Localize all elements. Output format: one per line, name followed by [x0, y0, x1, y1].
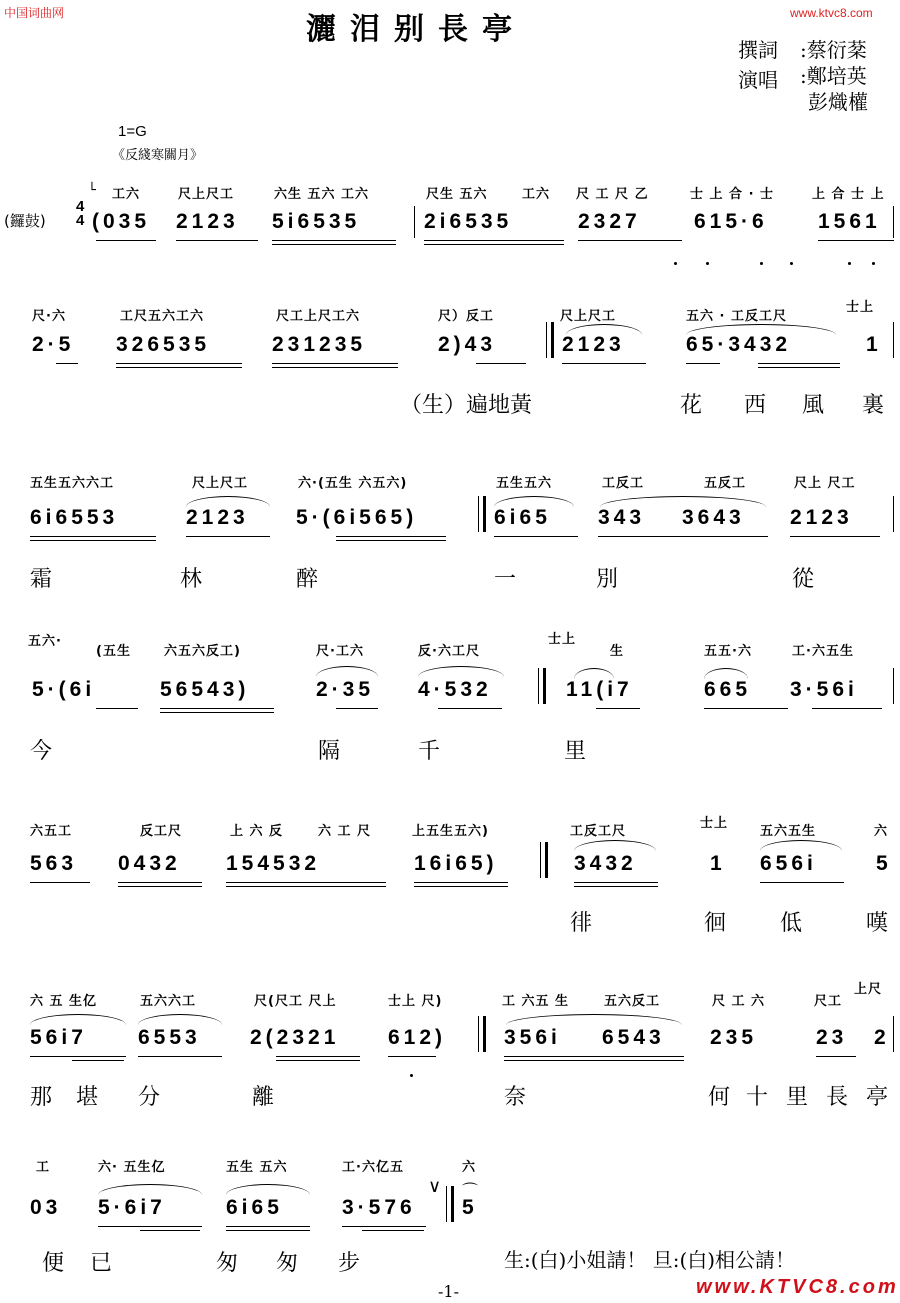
notation-group: 2123: [562, 333, 625, 356]
notation-group: 231235: [272, 333, 367, 356]
double-barline: [446, 1186, 454, 1222]
slur: [574, 840, 656, 851]
notation-group: 2: [874, 1026, 890, 1049]
gongche: 六: [462, 1160, 477, 1175]
page-title: 灑泪别長亭: [306, 12, 526, 47]
lyric: 那: [30, 1085, 53, 1110]
lyric: 嘆: [866, 911, 889, 936]
octave-dot: [790, 262, 793, 265]
gongche: 生: [610, 644, 625, 659]
notation-group: 4·532: [418, 678, 492, 701]
gongche: 五六·: [28, 634, 62, 649]
underline: [160, 712, 274, 713]
lyric: 堪: [76, 1085, 99, 1110]
lyric: 霜: [30, 567, 53, 592]
gongche: └: [88, 183, 97, 198]
notation-group: 2(2321: [250, 1026, 340, 1049]
notation-group: 23: [816, 1026, 848, 1049]
underline: [574, 886, 658, 887]
underline: [494, 536, 578, 537]
gongche: 工·六亿五: [342, 1160, 404, 1175]
gongche: 五六六工: [140, 994, 197, 1009]
octave-dot: [706, 262, 709, 265]
notation-group: 326535: [116, 333, 211, 356]
underline: [414, 882, 508, 883]
underline: [424, 244, 564, 245]
gongche: 工 六五 生: [502, 994, 570, 1009]
gongche: 士上: [700, 816, 729, 831]
gongche: 五反工: [704, 476, 747, 491]
notation-group: 1: [710, 852, 726, 875]
gongche: 六· 五生亿: [98, 1160, 166, 1175]
key-signature: 1=G: [118, 123, 147, 140]
underline: [760, 882, 844, 883]
gongche: 士上 尺): [388, 994, 443, 1009]
notation-group: 3432: [574, 852, 637, 875]
underline: [476, 363, 526, 364]
underline: [686, 363, 720, 364]
breath-mark-icon: ∨: [428, 1176, 442, 1197]
barline: [893, 668, 894, 704]
notation-group: 0432: [118, 852, 181, 875]
page-number: -1-: [438, 1282, 459, 1301]
underline: [56, 363, 78, 364]
lyric: 醉: [296, 567, 319, 592]
tune-name: 《反綫寒關月》: [112, 148, 204, 163]
lyric: 別: [596, 567, 619, 592]
gongche: 反·六工尺: [418, 644, 480, 659]
notation-group: 356i: [504, 1026, 561, 1049]
notation-group: 3·576: [342, 1196, 416, 1219]
notation-group: 2·5: [32, 333, 75, 356]
gongche: 六五六反工): [164, 644, 241, 659]
lyric: 已: [90, 1251, 113, 1276]
footer-watermark[interactable]: www.KTVC8.com: [696, 1276, 899, 1298]
gongche: 工六: [522, 187, 551, 202]
singer-1: :鄭培英: [800, 64, 867, 88]
underline: [186, 536, 270, 537]
notation-group: 2)43: [438, 333, 497, 356]
gongche: (五生: [96, 644, 131, 659]
slur: [418, 666, 504, 677]
octave-dot: [760, 262, 763, 265]
lyric: 徊: [704, 911, 727, 936]
gongche: 五六反工: [604, 994, 661, 1009]
gongche: 尺上尺工: [178, 187, 235, 202]
gongche: 六生 五六 工六: [274, 187, 370, 202]
underline: [362, 1230, 424, 1231]
notation-group: 56i7: [30, 1026, 87, 1049]
underline: [116, 367, 242, 368]
underline: [176, 240, 258, 241]
fermata-icon: ⌒: [462, 1181, 479, 1200]
site-url-right[interactable]: www.ktvc8.com: [790, 6, 873, 20]
underline: [336, 540, 446, 541]
double-barline: [546, 322, 554, 358]
lyric: 長: [826, 1085, 849, 1110]
underline: [438, 708, 502, 709]
slur: [98, 1184, 202, 1195]
underline: [272, 240, 396, 241]
notation-group: 1: [866, 333, 882, 356]
notation-group: 2i6535: [424, 210, 513, 233]
lyric: 步: [338, 1251, 361, 1276]
underline: [98, 1226, 202, 1227]
slur: [574, 668, 614, 679]
gongche: 尺）反工: [438, 309, 495, 324]
slur: [506, 1014, 682, 1025]
notation-group: 3·56i: [790, 678, 858, 701]
notation-group: 615·6: [694, 210, 768, 233]
gongche: 五六五生: [760, 824, 817, 839]
lyric: 便: [42, 1251, 65, 1276]
notation-group: 5·(6i: [32, 678, 96, 701]
underline: [562, 363, 646, 364]
lyricist: :蔡衍棻: [800, 38, 867, 62]
notation-group: 65·3432: [686, 333, 792, 356]
slur: [566, 324, 642, 335]
gongche: 尺上尺工: [192, 476, 249, 491]
time-numerator: 4: [76, 198, 85, 215]
slur: [226, 1184, 310, 1195]
notation-group: 6i65: [494, 506, 551, 529]
lyric: 匆: [276, 1251, 299, 1276]
percussion-label: (鑼鼓): [4, 212, 46, 230]
gongche: 五五·六: [704, 644, 752, 659]
underline: [226, 886, 386, 887]
underline: [30, 1056, 126, 1057]
underline: [388, 1056, 436, 1057]
underline: [758, 367, 840, 368]
notation-group: 16i65): [414, 852, 498, 875]
gongche: 工六: [112, 187, 141, 202]
time-signature: [76, 200, 84, 228]
gongche: 五六 · 工反工尺: [686, 309, 787, 324]
underline: [704, 708, 788, 709]
gongche: 上尺: [854, 982, 883, 997]
notation-group: 5: [462, 1196, 478, 1219]
underline: [272, 363, 398, 364]
gongche: 反工尺: [140, 824, 183, 839]
slur: [316, 666, 378, 677]
gongche: 尺工: [814, 994, 843, 1009]
underline: [30, 882, 90, 883]
underline: [596, 708, 640, 709]
underline: [96, 708, 138, 709]
gongche: 尺上尺工: [560, 309, 617, 324]
slur: [600, 496, 766, 507]
double-barline: [538, 668, 546, 704]
notation-group: (035: [92, 210, 151, 233]
notation-group: 2·35: [316, 678, 375, 701]
underline: [226, 882, 386, 883]
notation-group: 03: [30, 1196, 62, 1219]
underline: [504, 1056, 684, 1057]
underline: [30, 536, 156, 537]
lyric: 從: [792, 567, 815, 592]
double-barline: [540, 842, 548, 878]
underline: [816, 1056, 856, 1057]
gongche: 六: [874, 824, 889, 839]
slur: [686, 324, 836, 335]
gongche: 五生五六六工: [30, 476, 115, 491]
lyric: 林: [180, 567, 203, 592]
barline: [414, 206, 415, 238]
gongche: 尺·工六: [316, 644, 364, 659]
lyric: 徘: [570, 911, 593, 936]
notation-group: 656i: [760, 852, 817, 875]
singer-2: 彭熾權: [808, 90, 868, 114]
singers-label: 演唱: [738, 68, 778, 92]
barline: [893, 496, 894, 532]
gongche: 六 五 生亿: [30, 994, 98, 1009]
underline: [30, 540, 156, 541]
notation-group: 2327: [578, 210, 641, 233]
lyricist-label: 撰詞: [738, 38, 778, 62]
underline: [336, 536, 446, 537]
lyric: 隔: [318, 739, 341, 764]
site-name-left[interactable]: 中国词曲网: [4, 6, 65, 20]
notation-group: 2123: [790, 506, 853, 529]
underline: [118, 882, 202, 883]
octave-dot: [410, 1074, 413, 1077]
underline: [138, 1056, 222, 1057]
gongche: 尺·六: [32, 309, 66, 324]
notation-group: 612): [388, 1026, 447, 1049]
underline: [276, 1060, 360, 1061]
notation-group: 6553: [138, 1026, 201, 1049]
gongche: 尺 工 尺 乙: [576, 187, 649, 202]
time-denominator: 4: [76, 212, 85, 229]
notation-group: 665: [704, 678, 752, 701]
gongche: 工反工尺: [570, 824, 627, 839]
slur: [30, 1014, 126, 1025]
gongche: 士 上 合 · 士: [690, 187, 775, 202]
gongche: 五生 五六: [226, 1160, 288, 1175]
octave-dot: [872, 262, 875, 265]
underline: [226, 1226, 310, 1227]
underline: [336, 708, 378, 709]
gongche: 尺 工 六: [712, 994, 766, 1009]
underline: [276, 1056, 360, 1057]
spoken-dialog: 生:(白)小姐請！ 旦:(白)相公請！: [504, 1248, 796, 1272]
barline: [893, 206, 894, 238]
notation-group: 6543: [602, 1026, 665, 1049]
slur: [494, 496, 574, 507]
notation-group: 2123: [176, 210, 239, 233]
underline: [342, 1226, 426, 1227]
underline: [812, 708, 882, 709]
gongche: 尺工上尺工六: [276, 309, 361, 324]
underline: [160, 708, 274, 709]
notation-group: 154532: [226, 852, 321, 875]
underline: [504, 1060, 684, 1061]
gongche: 五生五六: [496, 476, 553, 491]
lyric: 匆: [216, 1251, 239, 1276]
underline: [272, 244, 396, 245]
lyric: 花: [680, 393, 703, 418]
underline: [818, 240, 894, 241]
underline: [96, 240, 156, 241]
lyric: 低: [780, 911, 803, 936]
slur: [704, 668, 748, 679]
gongche: 六 工 尺: [318, 824, 372, 839]
slur: [186, 496, 270, 507]
slur: [760, 840, 842, 851]
underline: [116, 363, 242, 364]
gongche: 工: [36, 1160, 51, 1175]
barline: [893, 322, 894, 358]
notation-group: 6i65: [226, 1196, 283, 1219]
lyric: 奈: [504, 1085, 527, 1110]
gongche: 士上: [846, 300, 875, 315]
gongche: 上 合 士 上: [812, 187, 885, 202]
notation-group: 56543): [160, 678, 250, 701]
underline: [790, 536, 880, 537]
underline: [140, 1230, 200, 1231]
underline: [574, 882, 658, 883]
notation-group: 343: [598, 506, 646, 529]
gongche: 工·六五生: [792, 644, 854, 659]
underline: [424, 240, 564, 241]
lyric: 十: [746, 1085, 769, 1110]
notation-group: 235: [710, 1026, 758, 1049]
notation-group: 5·(6i565): [296, 506, 418, 529]
notation-group: 1561: [818, 210, 881, 233]
lyric: 亭: [866, 1085, 889, 1110]
notation-group: 2123: [186, 506, 249, 529]
lyric: 分: [138, 1085, 161, 1110]
lyric: 離: [252, 1085, 275, 1110]
underline: [118, 886, 202, 887]
gongche: 尺(尺工 尺上: [254, 994, 337, 1009]
lyric: 何: [708, 1085, 731, 1110]
double-barline: [478, 1016, 486, 1052]
gongche: 工尺五六工六: [120, 309, 205, 324]
underline: [598, 536, 768, 537]
lyric: 風: [802, 393, 825, 418]
notation-group: 6i6553: [30, 506, 119, 529]
gongche: 上 六 反: [230, 824, 284, 839]
underline: [72, 1060, 124, 1061]
gongche: 尺上 尺工: [794, 476, 856, 491]
gongche: 尺生 五六: [426, 187, 488, 202]
slur: [138, 1014, 222, 1025]
lyric: 今: [30, 739, 53, 764]
gongche: 上五生五六): [412, 824, 489, 839]
octave-dot: [674, 262, 677, 265]
notation-group: 11(i7: [566, 678, 633, 701]
lyric: 里: [564, 739, 587, 764]
gongche: 士上: [548, 632, 577, 647]
gongche: 六五工: [30, 824, 73, 839]
notation-group: 3643: [682, 506, 745, 529]
underline: [226, 1230, 310, 1231]
underline: [414, 886, 508, 887]
underline: [758, 363, 840, 364]
lyric: 里: [786, 1085, 809, 1110]
gongche: 工反工: [602, 476, 645, 491]
double-barline: [478, 496, 486, 532]
octave-dot: [848, 262, 851, 265]
barline: [893, 1016, 894, 1052]
notation-group: 5: [876, 852, 892, 875]
notation-group: 5i6535: [272, 210, 361, 233]
notation-group: 563: [30, 852, 78, 875]
lyric: 裏: [862, 393, 885, 418]
lyric: 一: [494, 567, 517, 592]
gongche: 六·(五生 六五六): [298, 476, 408, 491]
underline: [578, 240, 682, 241]
lyric: 西: [744, 393, 767, 418]
lyric: 千: [418, 739, 441, 764]
lyric: （生）遍地黃: [400, 393, 533, 418]
underline: [272, 367, 398, 368]
notation-group: 5·6i7: [98, 1196, 166, 1219]
